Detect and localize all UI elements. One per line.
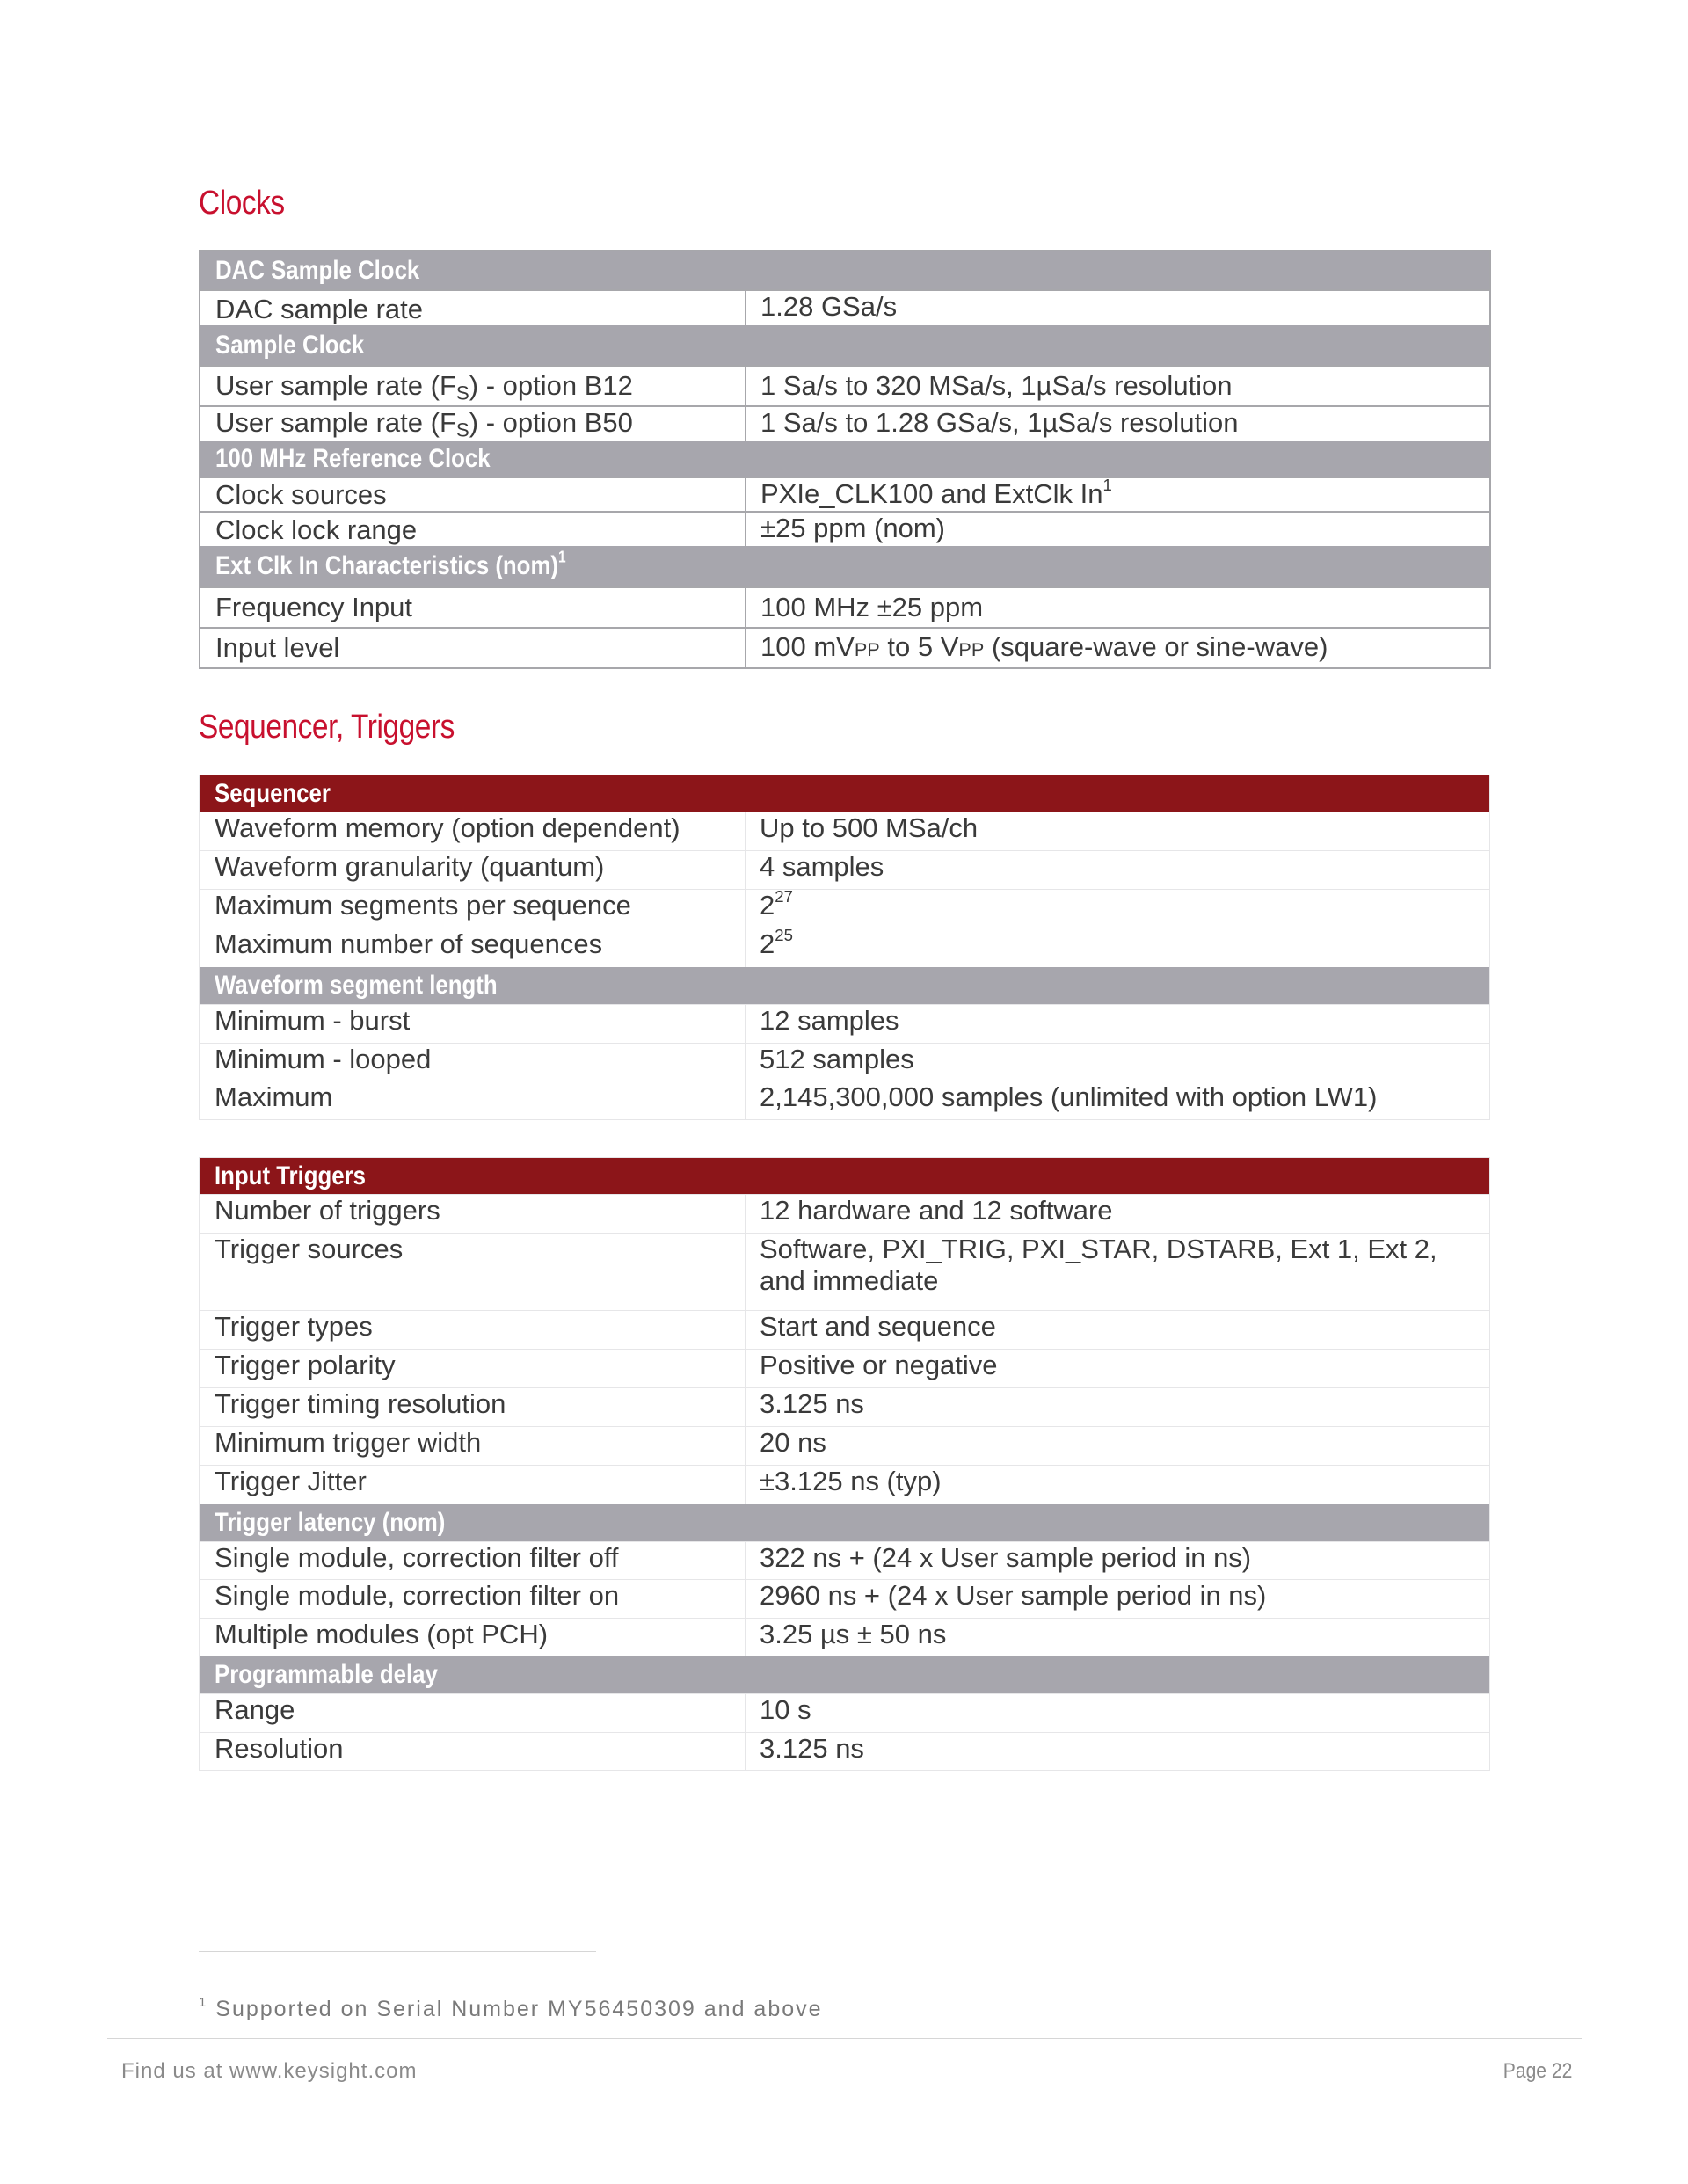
maximum-label: Maximum [200,1081,746,1120]
minimum-trigger-width-value: 20 ns [746,1427,1490,1466]
trigger-sources-value: Software, PXI_TRIG, PXI_STAR, DSTARB, Ext 1, Ext 2, and immediate [746,1234,1490,1311]
waveform-granularity-label: Waveform granularity (quantum) [200,851,746,890]
footer-divider [107,2038,1582,2039]
trigger-timing-resolution-row [200,1388,1490,1427]
sample-clock-header: Sample Clock [200,325,1490,366]
trigger-types-label: Trigger types [200,1311,746,1350]
multiple-modules-row [200,1619,1490,1656]
minimum-trigger-width-label: Minimum trigger width [200,1427,746,1466]
dac-sample-clock-header: DAC Sample Clock [200,251,1490,290]
trigger-types-value: Start and sequence [746,1311,1490,1350]
trigger-jitter-row [200,1466,1490,1504]
input-level-value: 100 mVPP to 5 VPP (square-wave or sine-wave) [746,628,1490,668]
user-sample-rate-b12-label: User sample rate $(F_S)$ - option B12 [200,366,746,406]
filter-on-label: Single module, correction filter on [200,1580,746,1619]
user-sample-rate-b50-row [200,406,1490,441]
minimum-looped-value: 512 samples [746,1044,1490,1081]
input-triggers-header: Input Triggers [200,1158,1490,1195]
filter-off-row [200,1542,1490,1580]
trigger-sources-label: Trigger sources [200,1234,746,1311]
maximum-row [200,1081,1490,1120]
max-segments-label: Maximum segments per sequence [200,890,746,928]
maximum-value: 2,145,300,000 samples (unlimited with option LW1) [746,1081,1490,1120]
filter-off-value: 322 ns + (24 x User sample period in ns) [746,1542,1490,1580]
minimum-looped-row [200,1044,1490,1081]
minimum-burst-label: Minimum - burst [200,1005,746,1044]
waveform-memory-value: Up to 500 MSa/ch [746,812,1490,851]
sequencer-table [199,775,1490,1120]
clock-lock-range-label: Clock lock range [200,512,746,546]
footnote: $^1$ Supported on Serial Number MY56450309 and above [199,1994,823,2021]
trigger-polarity-label: Trigger polarity [200,1350,746,1388]
waveform-segment-header: Waveform segment length [200,967,1490,1005]
trigger-polarity-value: Positive or negative [746,1350,1490,1388]
waveform-granularity-value: 4 samples [746,851,1490,890]
range-label: Range [200,1694,746,1733]
clocks-table [199,250,1491,669]
trigger-jitter-label: Trigger Jitter [200,1466,746,1504]
clock-lock-range-row [200,512,1490,546]
minimum-trigger-width-row [200,1427,1490,1466]
dac-sample-rate-value: 1.28 GSa/s [746,290,1490,325]
trigger-sources-row [200,1234,1490,1311]
input-level-row [200,628,1490,668]
user-sample-rate-b12-row [200,366,1490,406]
trigger-timing-resolution-label: Trigger timing resolution [200,1388,746,1427]
number-of-triggers-row [200,1195,1490,1234]
trigger-jitter-value: ±3.125 ns (typ) [746,1466,1490,1504]
max-segments-value: $2^{27}$ [746,890,1490,928]
sequencer-header: Sequencer [200,775,1490,812]
filter-off-label: Single module, correction filter off [200,1542,746,1580]
reference-clock-header: 100 MHz Reference Clock [200,441,1490,477]
range-row [200,1694,1490,1733]
user-sample-rate-b50-label: User sample rate $(F_S)$ - option B50 [200,406,746,441]
max-segments-row [200,890,1490,928]
multiple-modules-value: 3.25 µs ± 50 ns [746,1619,1490,1656]
programmable-delay-header: Programmable delay [200,1656,1490,1694]
clocks-section-title: Clocks [199,185,285,222]
dac-sample-rate-row [200,290,1490,325]
clock-sources-label: Clock sources [200,477,746,512]
user-sample-rate-b50-value: 1 Sa/s to 1.28 GSa/s, 1µSa/s resolution [746,406,1490,441]
triggers-table [199,1157,1490,1771]
filter-on-value: 2960 ns + (24 x User sample period in ns) [746,1580,1490,1619]
frequency-input-label: Frequency Input [200,587,746,628]
clock-sources-value: PXIe_CLK100 and ExtClk In$^1$ [746,477,1490,512]
trigger-latency-header: Trigger latency (nom) [200,1504,1490,1542]
frequency-input-value: 100 MHz ±25 ppm [746,587,1490,628]
footnote-divider [199,1951,596,1952]
max-sequences-row [200,928,1490,967]
minimum-burst-row [200,1005,1490,1044]
minimum-burst-value: 12 samples [746,1005,1490,1044]
waveform-granularity-row [200,851,1490,890]
user-sample-rate-b12-value: 1 Sa/s to 320 MSa/s, 1µSa/s resolution [746,366,1490,406]
delay-resolution-value: 3.125 ns [746,1733,1490,1771]
range-value: 10 s [746,1694,1490,1733]
frequency-input-row [200,587,1490,628]
clock-lock-range-value: ±25 ppm (nom) [746,512,1490,546]
minimum-looped-label: Minimum - looped [200,1044,746,1081]
input-level-label: Input level [200,628,746,668]
max-sequences-label: Maximum number of sequences [200,928,746,967]
delay-resolution-label: Resolution [200,1733,746,1771]
number-of-triggers-label: Number of triggers [200,1195,746,1234]
filter-on-row [200,1580,1490,1619]
trigger-types-row [200,1311,1490,1350]
page-number: Page 22 [1502,2059,1572,2083]
sequencer-section-title: Sequencer, Triggers [199,709,455,746]
trigger-timing-resolution-value: 3.125 ns [746,1388,1490,1427]
footer-website[interactable]: Find us at www.keysight.com [121,2059,418,2083]
ext-clk-header: Ext Clk In Characteristics (nom)$^1$ [200,546,1490,587]
multiple-modules-label: Multiple modules (opt PCH) [200,1619,746,1656]
trigger-polarity-row [200,1350,1490,1388]
waveform-memory-label: Waveform memory (option dependent) [200,812,746,851]
max-sequences-value: $2^{25}$ [746,928,1490,967]
dac-sample-rate-label: DAC sample rate [200,290,746,325]
waveform-memory-row [200,812,1490,851]
delay-resolution-row [200,1733,1490,1771]
number-of-triggers-value: 12 hardware and 12 software [746,1195,1490,1234]
clock-sources-row [200,477,1490,512]
